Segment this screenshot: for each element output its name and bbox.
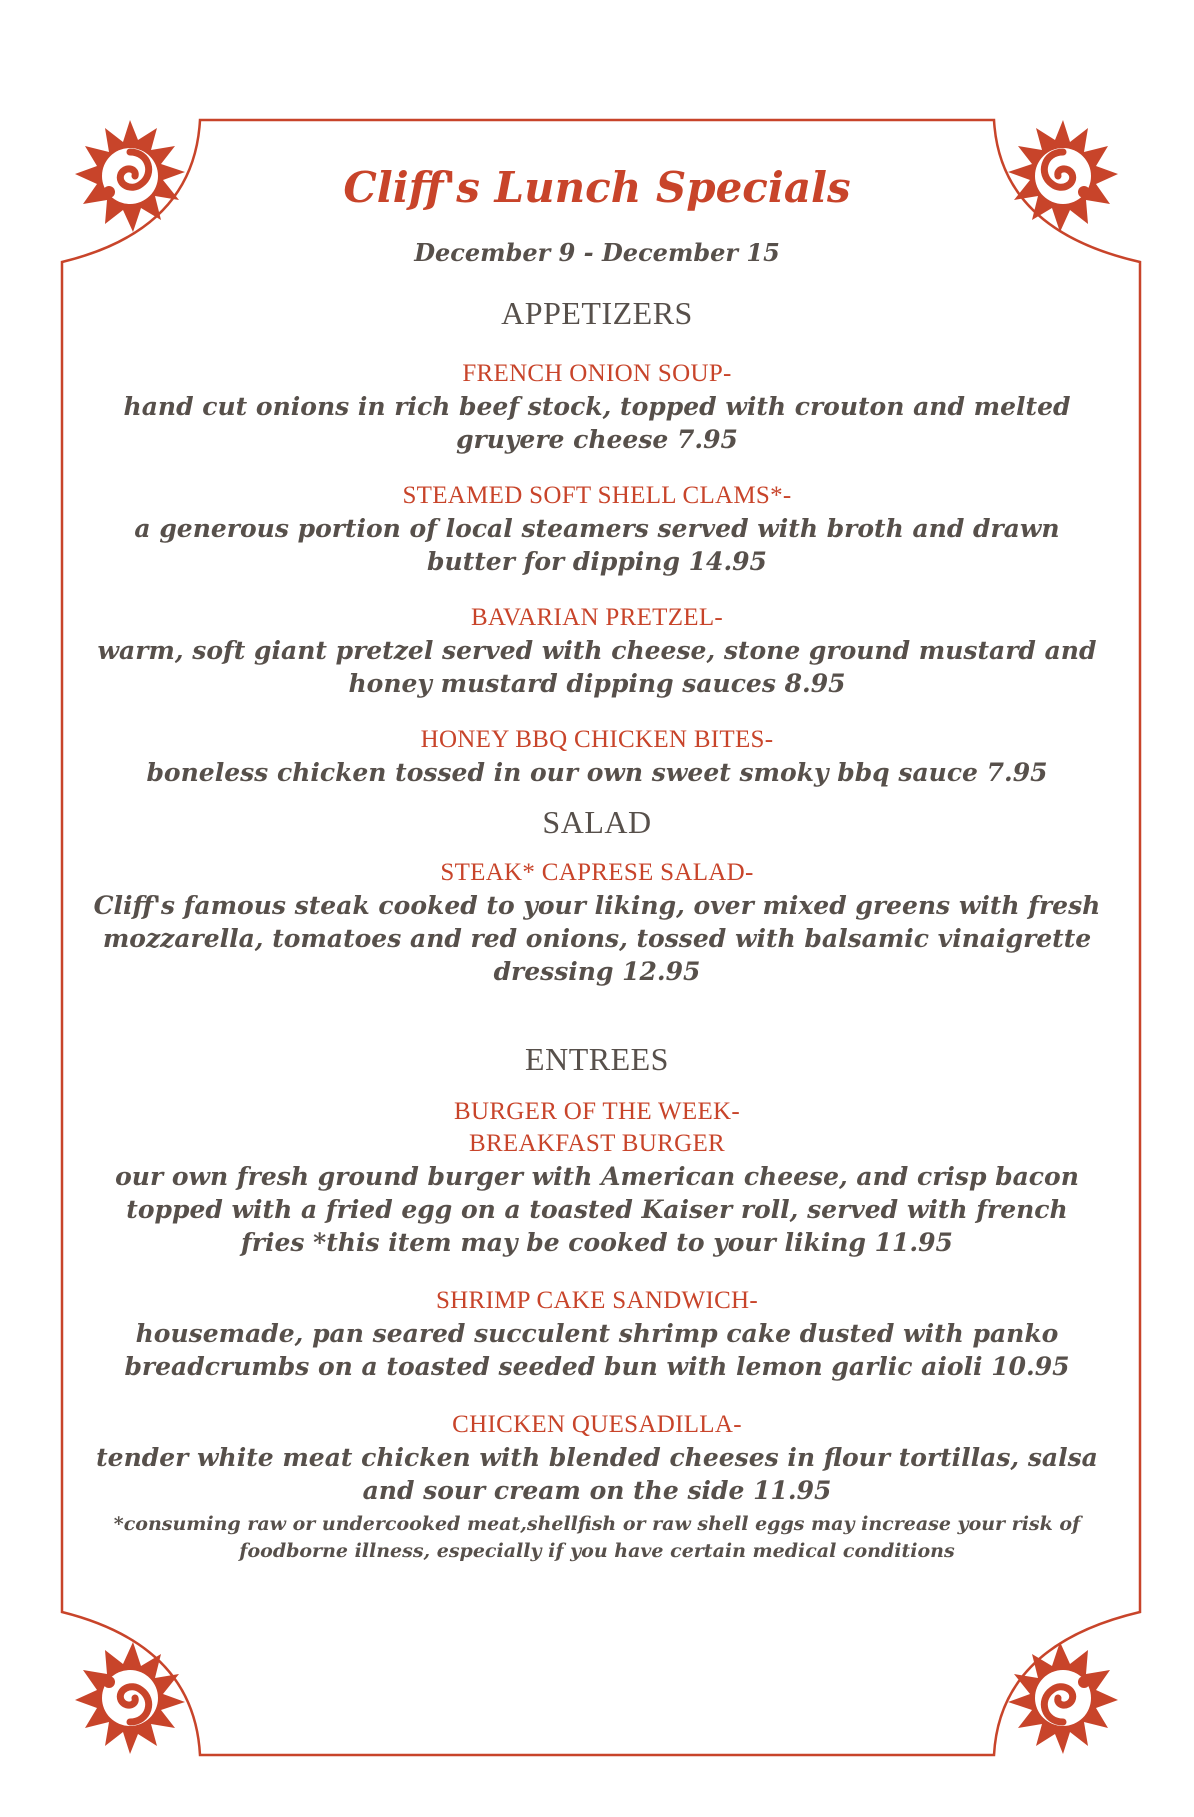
item-description-line: hand cut onions in rich beef stock, topped with crouton and melted bbox=[123, 392, 1071, 421]
menu-dates: December 9 - December 15 bbox=[414, 238, 780, 267]
corner-ornament-bottom-right-icon bbox=[998, 1632, 1128, 1762]
section-heading-appetizers: APPETIZERS bbox=[501, 295, 693, 331]
menu-item-french-onion-soup bbox=[72, 358, 1122, 456]
item-description-line: a generous portion of local steamers served with broth and drawn bbox=[134, 514, 1060, 543]
item-description-line: breadcrumbs on a toasted seeded bun with lemon garlic aioli 10.95 bbox=[124, 1352, 1070, 1381]
item-name: STEAMED SOFT SHELL CLAMS*- bbox=[402, 482, 792, 509]
menu-content bbox=[72, 160, 1122, 1565]
item-name: SHRIMP CAKE SANDWICH- bbox=[435, 1287, 759, 1314]
item-name: FRENCH ONION SOUP- bbox=[462, 360, 732, 387]
disclaimer-line: foodborne illness, especially if you have certain medical conditions bbox=[239, 1540, 955, 1562]
item-name: BAVARIAN PRETZEL- bbox=[470, 604, 724, 631]
item-description-line: fries *this item may be cooked to your liking 11.95 bbox=[241, 1228, 953, 1257]
corner-ornament-bottom-left-icon bbox=[65, 1632, 195, 1762]
item-name: CHICKEN QUESADILLA- bbox=[452, 1411, 742, 1438]
menu-item-shrimp-cake-sandwich bbox=[72, 1285, 1122, 1383]
item-description-line: Cliff's famous steak cooked to your liking, over mixed greens with fresh bbox=[93, 891, 1101, 920]
item-description-line: dressing 12.95 bbox=[493, 957, 701, 986]
item-description-line: warm, soft giant pretzel served with cheese, stone ground mustard and bbox=[97, 636, 1097, 665]
menu-item-steak-caprese-salad bbox=[72, 857, 1122, 988]
menu-item-burger-of-the-week bbox=[72, 1096, 1122, 1259]
item-description-line: tender white meat chicken with blended cheeses in flour tortillas, salsa bbox=[96, 1443, 1098, 1472]
item-description-line: boneless chicken tossed in our own sweet smoky bbq sauce 7.95 bbox=[146, 758, 1048, 787]
menu-item-honey-bbq-chicken-bites bbox=[72, 724, 1122, 789]
item-description-line: our own fresh ground burger with American cheese, and crisp bacon bbox=[115, 1162, 1079, 1191]
food-safety-disclaimer bbox=[72, 1511, 1122, 1565]
section-heading-entrees: ENTREES bbox=[525, 1041, 669, 1077]
item-description-line: housemade, pan seared succulent shrimp cake dusted with panko bbox=[135, 1319, 1059, 1348]
menu-title: Cliff's Lunch Specials bbox=[343, 163, 851, 212]
item-name: STEAK* CAPRESE SALAD- bbox=[440, 859, 754, 886]
item-description-line: and sour cream on the side 11.95 bbox=[362, 1476, 832, 1505]
item-description-line: gruyere cheese 7.95 bbox=[456, 425, 738, 454]
menu-item-chicken-quesadilla bbox=[72, 1409, 1122, 1507]
menu-item-steamed-clams bbox=[72, 480, 1122, 578]
item-description-line: mozzarella, tomatoes and red onions, tossed with balsamic vinaigrette bbox=[102, 924, 1092, 953]
item-description-line: honey mustard dipping sauces 8.95 bbox=[348, 669, 846, 698]
menu-item-bavarian-pretzel bbox=[72, 602, 1122, 700]
disclaimer-line: *consuming raw or undercooked meat,shellfish or raw shell eggs may increase your risk of bbox=[113, 1513, 1081, 1535]
item-subname: BREAKFAST BURGER bbox=[468, 1130, 725, 1157]
section-heading-salad: SALAD bbox=[542, 804, 652, 840]
item-name: HONEY BBQ CHICKEN BITES- bbox=[420, 726, 774, 753]
item-description-line: topped with a fried egg on a toasted Kaiser roll, served with french bbox=[126, 1195, 1068, 1224]
item-description-line: butter for dipping 14.95 bbox=[427, 547, 767, 576]
item-name: BURGER OF THE WEEK- bbox=[453, 1098, 741, 1125]
